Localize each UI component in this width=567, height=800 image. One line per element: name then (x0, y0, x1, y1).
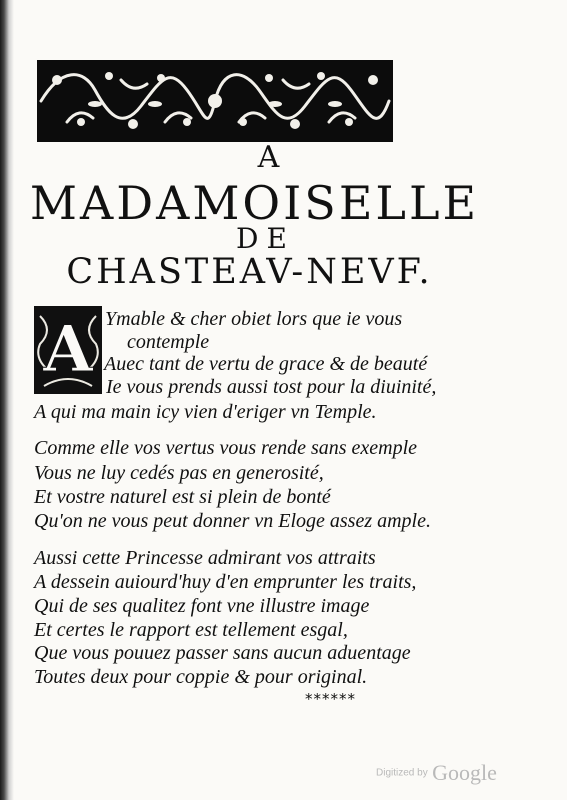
poem-line: A qui ma main icy vien d'eriger vn Temple. (34, 401, 377, 423)
poem-line: Et certes le rapport est tellement esgal, (34, 619, 348, 641)
page-gutter-shadow (0, 0, 14, 800)
digitized-watermark (376, 760, 497, 786)
poem-line: Ymable & cher obiet lors que ie vous (105, 308, 403, 330)
watermark-prefix: Digitized by (376, 767, 428, 779)
watermark-logo: Google (432, 760, 497, 785)
decorated-initial (34, 306, 102, 394)
poem-line: Et vostre naturel est si plein de bonté (34, 486, 331, 508)
poem-line: Ie vous prends aussi tost pour la diuinité, (106, 376, 437, 398)
heading-to: A (257, 140, 280, 175)
poem-line: Que vous pouuez passer sans aucun aduentage (34, 642, 411, 664)
poem-line: Auec tant de vertu de grace & de beauté (104, 353, 428, 375)
poem-line: A dessein auiourd'huy d'en emprunter les traits, (34, 571, 417, 593)
poem-line: Aussi cette Princesse admirant vos attraits (34, 547, 376, 569)
heading-house: CHASTEAV-NEVF. (66, 252, 433, 292)
poem-line: Vous ne luy cedés pas en generosité, (34, 462, 324, 484)
drop-cap-letter: A (43, 312, 93, 387)
ornamental-headpiece (37, 60, 393, 142)
heading-de: DE (236, 222, 295, 255)
poem-line: Qui de ses qualitez font vne illustre image (34, 595, 370, 617)
foliage-ornament-icon (37, 60, 393, 142)
poem-line: Qu'on ne vous peut donner vn Eloge assez ample. (34, 510, 431, 532)
closing-stars: ****** (305, 690, 356, 708)
heading-recipient: MADAMOISELLE (29, 176, 480, 230)
poem-line: Comme elle vos vertus vous rende sans exemple (34, 437, 418, 459)
poem-line: Toutes deux pour coppie & pour original. (34, 666, 368, 688)
poem-line: contemple (127, 331, 210, 353)
